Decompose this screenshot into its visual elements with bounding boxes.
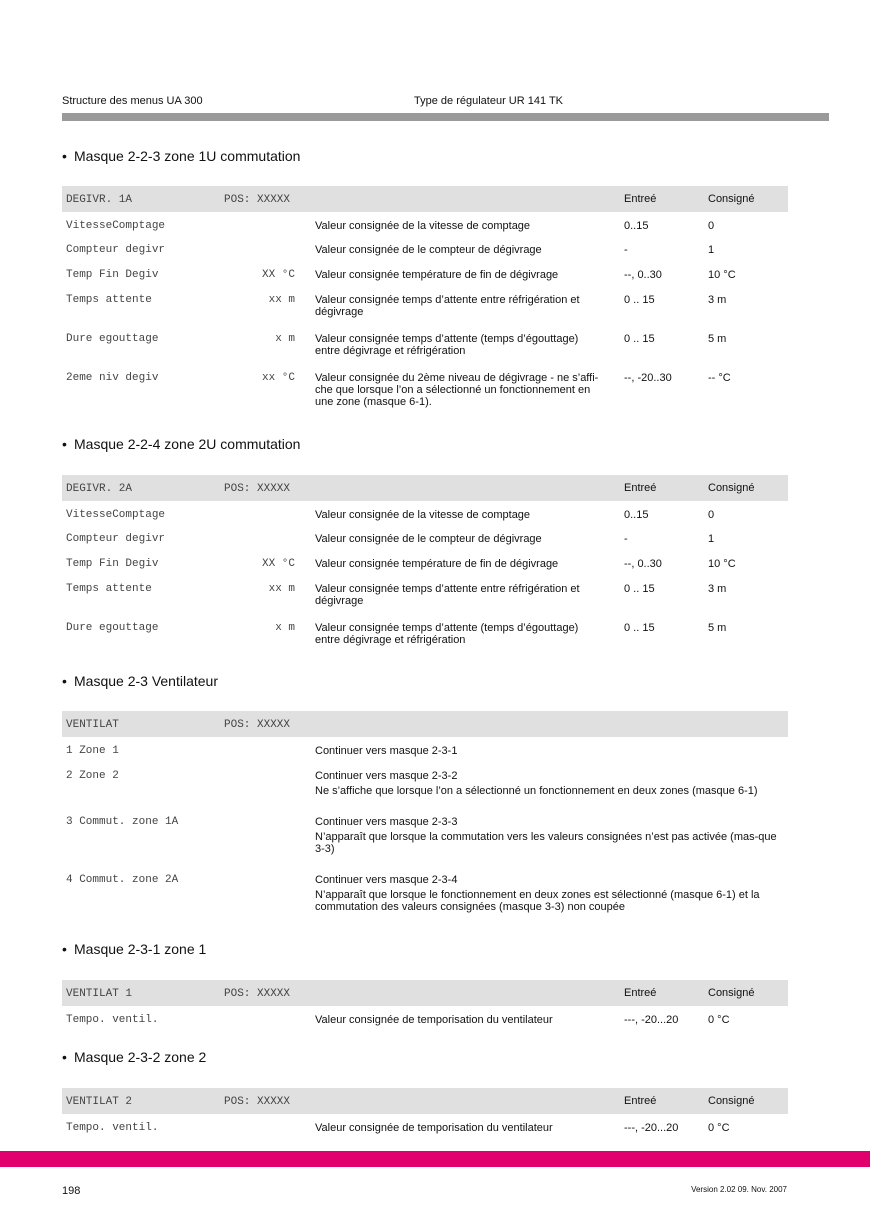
param-name: Tempo. ventil. (66, 1014, 159, 1026)
header-right-title: Type de régulateur UR 141 TK (414, 95, 563, 107)
entree-header: Entreé (624, 482, 657, 494)
param-name: 2eme niv degiv (66, 372, 159, 384)
menu-target: Continuer vers masque 2-3-4 (315, 874, 458, 886)
param-unit: xx °C (261, 372, 295, 384)
pos-label: POS: XXXXX (224, 988, 291, 1000)
param-name: Compteur degivr (66, 533, 166, 545)
param-default: 0 (708, 220, 715, 232)
table-header (62, 186, 788, 212)
menu-note: N’apparaît que lorsque le fonctionnement en deux zones est sélectionné (masque 6-1) et la commutation des valeurs consignées (masque 3-3) non coupée (315, 889, 760, 913)
menu-name: VENTILAT 2 (66, 1096, 133, 1108)
page-number: 198 (62, 1185, 81, 1197)
param-default: -- °C (708, 372, 731, 384)
param-name: Temps attente (66, 294, 152, 306)
section-title: • Masque 2-3-2 zone 2 (62, 1049, 207, 1065)
param-name: Temp Fin Degiv (66, 558, 159, 570)
consigne-header: Consigné (708, 1095, 755, 1107)
param-default: 0 (708, 509, 715, 521)
param-description: Valeur consignée temps d’attente (temps d’égouttage) entre dégivrage et réfrigération (315, 622, 579, 646)
param-range: 0 .. 15 (624, 583, 655, 595)
menu-target: Continuer vers masque 2-3-3 (315, 816, 458, 828)
param-default: 5 m (708, 622, 727, 634)
entree-header: Entreé (624, 1095, 657, 1107)
table-header (62, 711, 788, 737)
param-range: - (624, 244, 628, 256)
param-unit: x m (275, 333, 295, 345)
param-range: 0 .. 15 (624, 294, 655, 306)
param-default: 3 m (708, 583, 727, 595)
param-name: Temps attente (66, 583, 152, 595)
param-range: --, 0..30 (624, 269, 662, 281)
settings-table (62, 186, 788, 408)
param-description: Valeur consignée de le compteur de dégivrage (315, 533, 542, 545)
param-unit: xx m (268, 583, 295, 595)
section-title: • Masque 2-2-4 zone 2U commutation (62, 436, 301, 452)
param-range: --, -20..30 (624, 372, 672, 384)
param-name: Dure egouttage (66, 333, 159, 345)
pos-label: POS: XXXXX (224, 483, 291, 495)
consigne-header: Consigné (708, 193, 755, 205)
consigne-header: Consigné (708, 987, 755, 999)
param-default: 1 (708, 533, 715, 545)
param-unit: x m (275, 622, 295, 634)
param-range: 0..15 (624, 509, 649, 521)
consigne-header: Consigné (708, 482, 755, 494)
menu-item: 2 Zone 2 (66, 770, 119, 782)
menu-name: DEGIVR. 2A (66, 483, 133, 495)
param-unit: XX °C (261, 558, 295, 570)
settings-table (62, 1088, 788, 1134)
param-range: - (624, 533, 628, 545)
pos-label: POS: XXXXX (224, 1096, 291, 1108)
param-default: 1 (708, 244, 715, 256)
param-default: 10 °C (708, 269, 736, 281)
menu-name: VENTILAT (66, 719, 119, 731)
pos-label: POS: XXXXX (224, 719, 291, 731)
param-name: Dure egouttage (66, 622, 159, 634)
param-description: Valeur consignée température de fin de dégivrage (315, 558, 559, 570)
menu-item: 4 Commut. zone 2A (66, 874, 179, 886)
param-name: Compteur degivr (66, 244, 166, 256)
param-default: 0 °C (708, 1014, 730, 1026)
table-header (62, 1088, 788, 1114)
menu-target: Continuer vers masque 2-3-2 (315, 770, 458, 782)
menu-note: N’apparaît que lorsque la commutation vers les valeurs consignées n’est pas activée (mas-que 3-3) (315, 831, 777, 855)
settings-table (62, 475, 788, 646)
header-divider (62, 113, 829, 121)
param-description: Valeur consignée temps d’attente (temps d’égouttage) entre dégivrage et réfrigération (315, 333, 579, 357)
menu-item: 1 Zone 1 (66, 745, 119, 757)
param-range: ---, -20...20 (624, 1122, 679, 1134)
menu-target: Continuer vers masque 2-3-1 (315, 745, 458, 757)
param-name: VitesseComptage (66, 220, 166, 232)
entree-header: Entreé (624, 193, 657, 205)
param-range: --, 0..30 (624, 558, 662, 570)
menu-name: VENTILAT 1 (66, 988, 133, 1000)
param-name: Temp Fin Degiv (66, 269, 159, 281)
table-header (62, 980, 788, 1006)
param-default: 3 m (708, 294, 727, 306)
param-description: Valeur consignée de la vitesse de comptage (315, 220, 531, 232)
version-info: Version 2.02 09. Nov. 2007 (691, 1185, 787, 1194)
param-unit: xx m (268, 294, 295, 306)
param-default: 5 m (708, 333, 727, 345)
section-title: • Masque 2-2-3 zone 1U commutation (62, 148, 301, 164)
settings-table (62, 980, 788, 1026)
section-title: • Masque 2-3 Ventilateur (62, 673, 218, 689)
menu-table (62, 711, 788, 913)
param-description: Valeur consignée temps d’attente entre réfrigération et dégivrage (315, 294, 580, 318)
pos-label: POS: XXXXX (224, 194, 291, 206)
param-range: 0 .. 15 (624, 622, 655, 634)
param-description: Valeur consignée du 2ème niveau de dégivrage - ne s’affi-che que lorsque l’on a sélectionné un fonctionnement en une zone (masque 6-1). (315, 372, 599, 408)
param-range: 0..15 (624, 220, 649, 232)
param-description: Valeur consignée temps d’attente entre réfrigération et dégivrage (315, 583, 580, 607)
param-description: Valeur consignée de la vitesse de comptage (315, 509, 531, 521)
menu-note: Ne s’affiche que lorsque l’on a sélectionné un fonctionnement en deux zones (masque 6-1) (315, 785, 758, 797)
param-range: ---, -20...20 (624, 1014, 679, 1026)
menu-item: 3 Commut. zone 1A (66, 816, 179, 828)
param-range: 0 .. 15 (624, 333, 655, 345)
param-default: 10 °C (708, 558, 736, 570)
param-name: VitesseComptage (66, 509, 166, 521)
param-description: Valeur consignée de temporisation du ventilateur (315, 1122, 553, 1134)
footer-accent-bar (0, 1151, 870, 1167)
param-name: Tempo. ventil. (66, 1122, 159, 1134)
entree-header: Entreé (624, 987, 657, 999)
param-default: 0 °C (708, 1122, 730, 1134)
section-title: • Masque 2-3-1 zone 1 (62, 941, 207, 957)
param-description: Valeur consignée température de fin de dégivrage (315, 269, 559, 281)
header-left-title: Structure des menus UA 300 (62, 95, 203, 107)
menu-name: DEGIVR. 1A (66, 194, 133, 206)
param-description: Valeur consignée de temporisation du ventilateur (315, 1014, 553, 1026)
param-description: Valeur consignée de le compteur de dégivrage (315, 244, 542, 256)
table-header (62, 475, 788, 501)
param-unit: XX °C (261, 269, 295, 281)
